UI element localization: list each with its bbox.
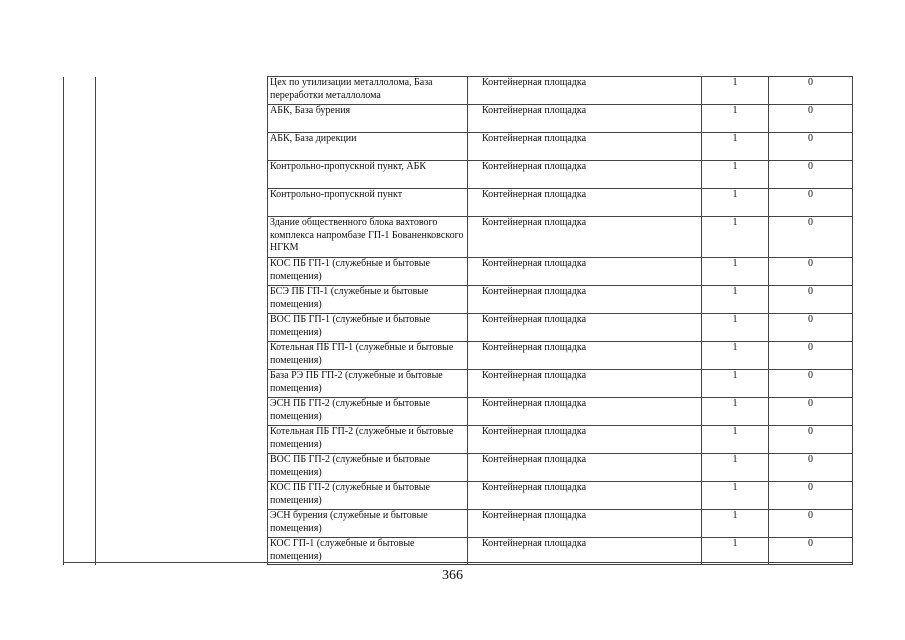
site-type-cell: Контейнерная площадка [468, 161, 702, 189]
site-name-cell: КОС ПБ ГП-1 (служебные и бытовые помещения) [268, 258, 468, 286]
site-type-cell: Контейнерная площадка [468, 482, 702, 510]
table-row [64, 538, 853, 565]
value-cell: 0 [769, 286, 853, 314]
value-cell: 0 [769, 189, 853, 217]
blank-cell-2 [96, 258, 268, 286]
site-type-cell: Контейнерная площадка [468, 398, 702, 426]
table-body [64, 77, 853, 565]
blank-cell-1 [64, 314, 96, 342]
site-name-cell: ВОС ПБ ГП-1 (служебные и бытовые помещения) [268, 314, 468, 342]
count-cell: 1 [702, 77, 769, 105]
site-name-cell: Контрольно-пропускной пункт, АБК [268, 161, 468, 189]
table-row [64, 217, 853, 258]
blank-cell-1 [64, 454, 96, 482]
table-row [64, 77, 853, 105]
count-cell: 1 [702, 105, 769, 133]
count-cell: 1 [702, 454, 769, 482]
table-row [64, 314, 853, 342]
value-cell: 0 [769, 482, 853, 510]
value-cell: 0 [769, 105, 853, 133]
site-type-cell: Контейнерная площадка [468, 258, 702, 286]
table-row [64, 482, 853, 510]
blank-cell-1 [64, 398, 96, 426]
site-name-cell: Котельная ПБ ГП-1 (служебные и бытовые помещения) [268, 342, 468, 370]
count-cell: 1 [702, 314, 769, 342]
table-row [64, 161, 853, 189]
site-type-cell: Контейнерная площадка [468, 370, 702, 398]
blank-cell-1 [64, 482, 96, 510]
count-cell: 1 [702, 538, 769, 565]
blank-cell-2 [96, 133, 268, 161]
value-cell: 0 [769, 314, 853, 342]
table-row [64, 105, 853, 133]
blank-cell-1 [64, 189, 96, 217]
count-cell: 1 [702, 510, 769, 538]
site-type-cell: Контейнерная площадка [468, 342, 702, 370]
value-cell: 0 [769, 426, 853, 454]
blank-cell-1 [64, 286, 96, 314]
blank-cell-1 [64, 105, 96, 133]
table-bottom-rule [63, 562, 852, 563]
site-name-cell: ЭСН ПБ ГП-2 (служебные и бытовые помещения) [268, 398, 468, 426]
blank-cell-2 [96, 105, 268, 133]
site-type-cell: Контейнерная площадка [468, 105, 702, 133]
site-name-cell: АБК, База дирекции [268, 133, 468, 161]
blank-cell-2 [96, 510, 268, 538]
count-cell: 1 [702, 217, 769, 258]
count-cell: 1 [702, 482, 769, 510]
value-cell: 0 [769, 161, 853, 189]
waste-sites-table [63, 76, 853, 565]
site-name-cell: КОС ГП-1 (служебные и бытовые помещения) [268, 538, 468, 565]
site-name-cell: Котельная ПБ ГП-2 (служебные и бытовые помещения) [268, 426, 468, 454]
value-cell: 0 [769, 538, 853, 565]
blank-cell-1 [64, 161, 96, 189]
table-row [64, 342, 853, 370]
blank-cell-1 [64, 77, 96, 105]
site-name-cell: База РЭ ПБ ГП-2 (служебные и бытовые помещения) [268, 370, 468, 398]
blank-cell-2 [96, 426, 268, 454]
blank-cell-2 [96, 314, 268, 342]
site-type-cell: Контейнерная площадка [468, 133, 702, 161]
value-cell: 0 [769, 398, 853, 426]
site-type-cell: Контейнерная площадка [468, 189, 702, 217]
blank-cell-2 [96, 217, 268, 258]
table-row [64, 398, 853, 426]
value-cell: 0 [769, 133, 853, 161]
value-cell: 0 [769, 217, 853, 258]
count-cell: 1 [702, 189, 769, 217]
site-type-cell: Контейнерная площадка [468, 286, 702, 314]
value-cell: 0 [769, 258, 853, 286]
site-name-cell: КОС ПБ ГП-2 (служебные и бытовые помещения) [268, 482, 468, 510]
blank-cell-1 [64, 426, 96, 454]
value-cell: 0 [769, 77, 853, 105]
site-name-cell: БСЭ ПБ ГП-1 (служебные и бытовые помещения) [268, 286, 468, 314]
blank-cell-1 [64, 538, 96, 565]
blank-cell-2 [96, 286, 268, 314]
count-cell: 1 [702, 398, 769, 426]
table-row [64, 454, 853, 482]
blank-cell-2 [96, 161, 268, 189]
value-cell: 0 [769, 370, 853, 398]
blank-cell-1 [64, 342, 96, 370]
site-type-cell: Контейнерная площадка [468, 217, 702, 258]
table-row [64, 133, 853, 161]
site-type-cell: Контейнерная площадка [468, 426, 702, 454]
site-name-cell: ВОС ПБ ГП-2 (служебные и бытовые помещения) [268, 454, 468, 482]
blank-cell-2 [96, 189, 268, 217]
count-cell: 1 [702, 133, 769, 161]
blank-cell-1 [64, 370, 96, 398]
value-cell: 0 [769, 510, 853, 538]
blank-cell-2 [96, 454, 268, 482]
site-name-cell: ЭСН бурения (служебные и бытовые помещения) [268, 510, 468, 538]
table-row [64, 258, 853, 286]
count-cell: 1 [702, 426, 769, 454]
blank-cell-1 [64, 258, 96, 286]
table-row [64, 370, 853, 398]
count-cell: 1 [702, 286, 769, 314]
table-row [64, 189, 853, 217]
blank-cell-1 [64, 510, 96, 538]
table-row [64, 510, 853, 538]
blank-cell-2 [96, 398, 268, 426]
site-type-cell: Контейнерная площадка [468, 314, 702, 342]
table-row [64, 286, 853, 314]
blank-cell-2 [96, 482, 268, 510]
blank-cell-1 [64, 133, 96, 161]
site-name-cell: Контрольно-пропускной пункт [268, 189, 468, 217]
blank-cell-2 [96, 370, 268, 398]
site-type-cell: Контейнерная площадка [468, 77, 702, 105]
value-cell: 0 [769, 342, 853, 370]
value-cell: 0 [769, 454, 853, 482]
site-type-cell: Контейнерная площадка [468, 510, 702, 538]
site-name-cell: Цех по утилизации металлолома, База переработки металлолома [268, 77, 468, 105]
site-type-cell: Контейнерная площадка [468, 454, 702, 482]
count-cell: 1 [702, 258, 769, 286]
page-number: 366 [442, 568, 463, 583]
count-cell: 1 [702, 161, 769, 189]
site-name-cell: АБК, База бурения [268, 105, 468, 133]
blank-cell-1 [64, 217, 96, 258]
site-name-cell: Здание общественного блока вахтового комплекса нaпромбазе ГП-1 Бованенковского НГКМ [268, 217, 468, 258]
site-type-cell: Контейнерная площадка [468, 538, 702, 565]
blank-cell-2 [96, 342, 268, 370]
blank-cell-2 [96, 77, 268, 105]
blank-cell-2 [96, 538, 268, 565]
table-row [64, 426, 853, 454]
count-cell: 1 [702, 342, 769, 370]
count-cell: 1 [702, 370, 769, 398]
